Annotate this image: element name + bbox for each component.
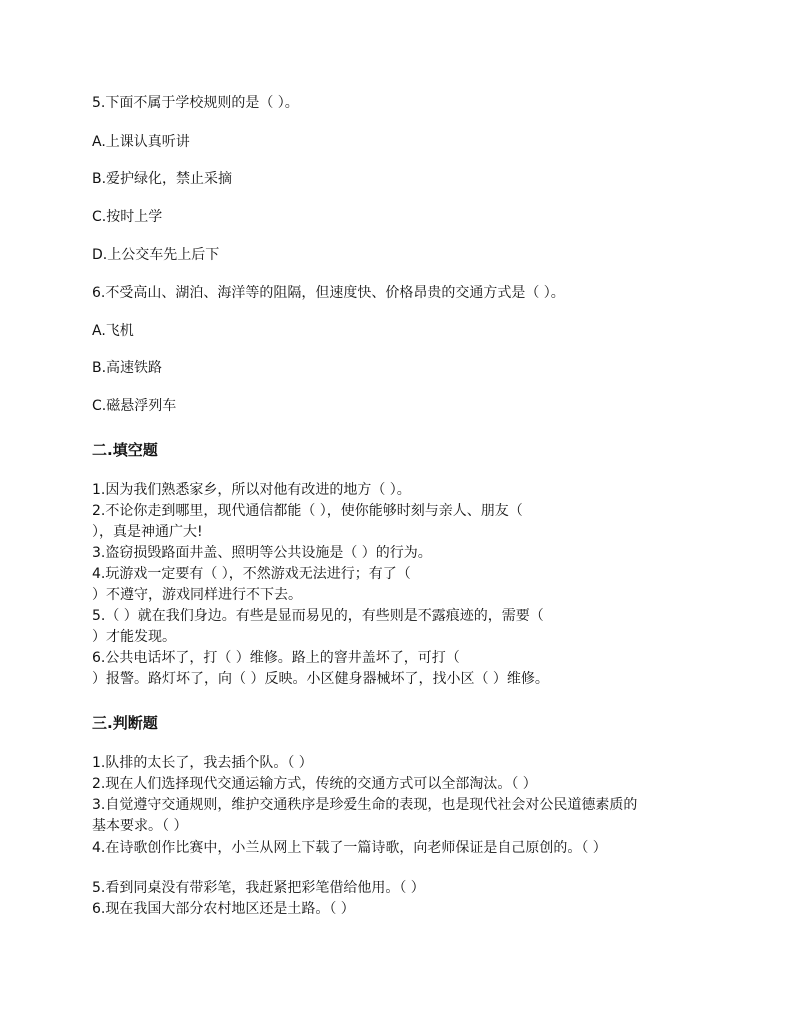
question-5-option-d: D.上公交车先上后下 — [92, 247, 220, 263]
judge-line: 2.现在人们选择现代交通运输方式，传统的交通方式可以全部淘汰。（ ） — [92, 776, 537, 792]
judge-line: 5.看到同桌没有带彩笔，我赶紧把彩笔借给他用。（ ） — [92, 880, 425, 896]
question-5-option-a: A.上课认真听讲 — [92, 134, 190, 150]
judge-line: 1.队排的太长了，我去插个队。（ ） — [92, 755, 313, 771]
fill-line: ）报警。路灯坏了，向（ ）反映。小区健身器械坏了，找小区（ ）维修。 — [92, 671, 549, 687]
judge-line: 基本要求。（ ） — [92, 818, 188, 834]
judge-line: 3.自觉遵守交通规则，维护交通秩序是珍爱生命的表现，也是现代社会对公民道德素质的 — [92, 797, 638, 813]
fill-line: ），真是神通广大! — [92, 524, 203, 540]
fill-line: ）不遵守，游戏同样进行不下去。 — [92, 587, 302, 603]
section-heading-fill-blank: 二.填空题 — [92, 441, 158, 459]
fill-line: 5.（ ）就在我们身边。有些是显而易见的，有些则是不露痕迹的，需要（ — [92, 608, 544, 624]
question-5-option-c: C.按时上学 — [92, 209, 163, 225]
question-5-option-b: B.爱护绿化，禁止采摘 — [92, 171, 233, 187]
question-5-stem: 5.下面不属于学校规则的是（ ）。 — [92, 95, 299, 111]
question-6-option-a: A.飞机 — [92, 323, 134, 339]
question-6-option-b: B.高速铁路 — [92, 360, 163, 376]
judge-line: 6.现在我国大部分农村地区还是土路。（ ） — [92, 901, 355, 917]
section-heading-true-false: 三.判断题 — [92, 714, 158, 732]
fill-line: 3.盗窃损毁路面井盖、照明等公共设施是（ ）的行为。 — [92, 545, 432, 561]
fill-line: 2.不论你走到哪里，现代通信都能（ ），使你能够时刻与亲人、朋友（ — [92, 503, 523, 519]
fill-line: 1.因为我们熟悉家乡，所以对他有改进的地方（ ）。 — [92, 482, 411, 498]
fill-line: 4.玩游戏一定要有（ ），不然游戏无法进行；有了（ — [92, 566, 411, 582]
judge-line: 4.在诗歌创作比赛中，小兰从网上下载了一篇诗歌，向老师保证是自己原创的。（ ） — [92, 840, 607, 856]
fill-line: 6.公共电话坏了，打（ ）维修。路上的窨井盖坏了，可打（ — [92, 650, 460, 666]
question-6-option-c: C.磁悬浮列车 — [92, 398, 177, 414]
question-6-stem: 6.不受高山、湖泊、海洋等的阻隔，但速度快、价格昂贵的交通方式是（ ）。 — [92, 285, 565, 301]
fill-line: ）才能发现。 — [92, 629, 176, 645]
